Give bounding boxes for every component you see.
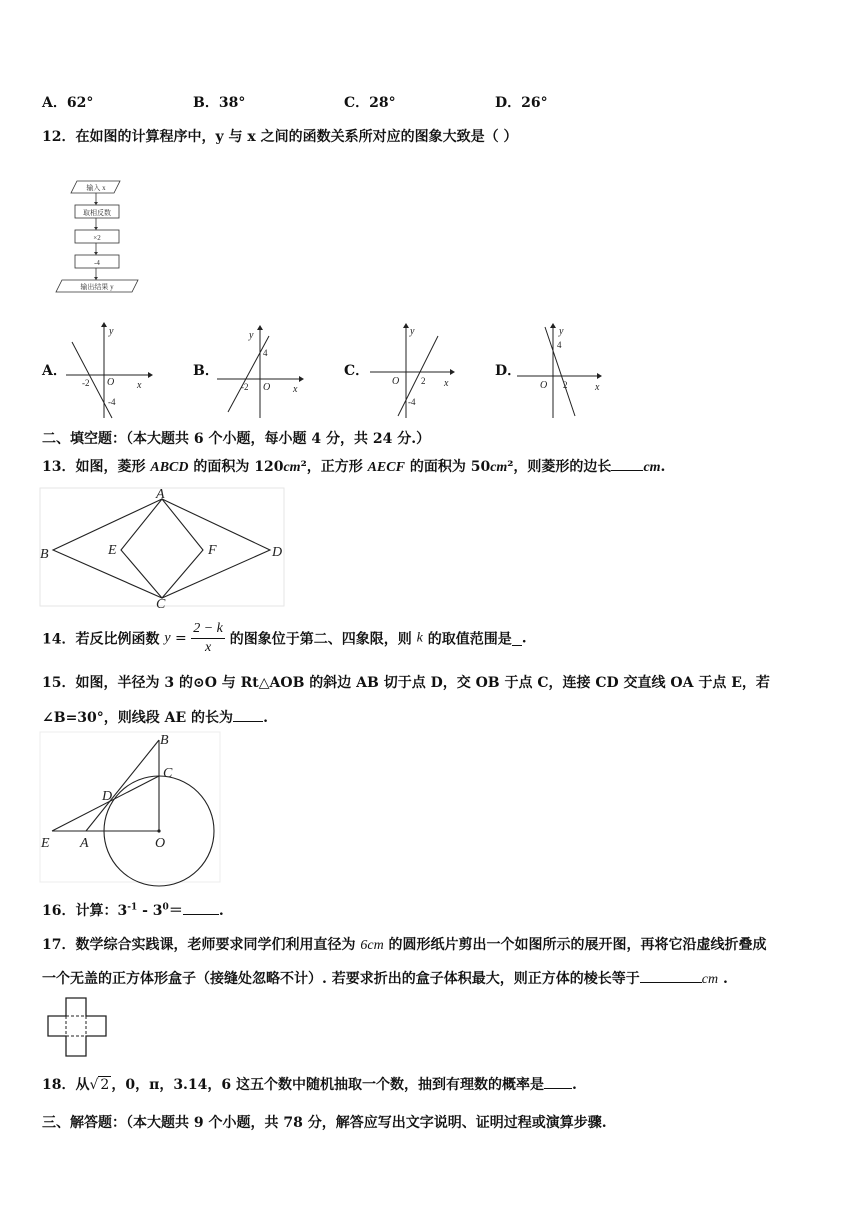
q14-answer-blank xyxy=(512,631,522,646)
svg-text:x: x xyxy=(293,384,298,395)
svg-text:2: 2 xyxy=(421,376,426,386)
section-3-heading: 三、解答题：（本大题共 9 个小题，共 78 分，解答应写出文字说明、证明过程或演算步骤. xyxy=(42,1115,607,1131)
graph-c xyxy=(368,322,463,422)
q12-option-d-label: D． xyxy=(495,363,522,379)
q17-line-2: 一个无盖的正方体形盒子（接缝处忽略不计）. 若要求折出的盒子体积最大，则正方体的棱长等于 cm . xyxy=(42,968,728,988)
svg-text:F: F xyxy=(208,543,217,558)
flow-input: 输入 x xyxy=(86,184,106,192)
q15-line-2: ∠B=30°，则线段 AE 的长为 . xyxy=(42,707,268,727)
flow-minus-4: -4 xyxy=(94,259,100,267)
q11-option-c: C．28° xyxy=(344,95,396,111)
section-2-heading: 二、填空题：（本大题共 6 个小题，每小题 4 分，共 24 分.） xyxy=(42,431,431,447)
svg-text:x: x xyxy=(595,382,600,393)
q11-option-a: A．62° xyxy=(42,95,94,111)
graph-d xyxy=(515,322,610,422)
svg-text:2: 2 xyxy=(563,380,568,390)
svg-text:D: D xyxy=(102,789,113,804)
graph-a xyxy=(62,322,157,422)
q16-answer-blank xyxy=(183,900,219,915)
svg-text:y: y xyxy=(559,326,564,337)
svg-text:y: y xyxy=(410,326,415,337)
sqrt-symbol: √ xyxy=(89,1077,99,1093)
svg-text:-4: -4 xyxy=(408,397,416,407)
q16-text: 16．计算：$3^{-1} - 3^0=$ . xyxy=(42,900,224,920)
svg-text:O: O xyxy=(392,376,400,387)
q14-fraction: $\frac{2 - k}{x}$ xyxy=(193,621,223,655)
q13-answer-blank xyxy=(611,456,643,471)
flow-output: 输出结果 y xyxy=(80,283,114,291)
q18-answer-blank xyxy=(544,1074,572,1089)
q12-option-c-label: C． xyxy=(344,363,370,379)
q12-option-b-label: B． xyxy=(193,363,219,379)
q11-option-d: D．26° xyxy=(495,95,548,111)
q12-text: 12．在如图的计算程序中，y 与 x 之间的函数关系所对应的图象大致是（ ） xyxy=(42,129,518,145)
svg-text:y: y xyxy=(109,326,114,337)
q15-answer-blank xyxy=(233,707,263,722)
q17-answer-blank xyxy=(640,968,702,983)
svg-text:x: x xyxy=(137,380,142,391)
svg-text:B: B xyxy=(160,733,169,748)
q15-circle-figure xyxy=(38,730,228,888)
q12-flowchart xyxy=(50,175,150,300)
svg-text:x: x xyxy=(444,378,449,389)
q17-cube-net xyxy=(44,994,114,1060)
svg-text:O: O xyxy=(263,382,271,393)
svg-text:C: C xyxy=(156,597,166,610)
svg-text:B: B xyxy=(40,547,49,562)
svg-text:A: A xyxy=(156,487,165,502)
svg-text:O: O xyxy=(107,377,115,388)
svg-text:E: E xyxy=(108,543,117,558)
q12-option-a-label: A． xyxy=(42,363,67,379)
flow-times-2: ×2 xyxy=(93,234,101,242)
svg-text:O: O xyxy=(155,836,166,851)
svg-text:4: 4 xyxy=(263,348,268,358)
q13-text: 13．如图，菱形 ABCD 的面积为 120cm²，正方形 AECF 的面积为 50cm²，则菱形的边长 cm. xyxy=(42,456,665,476)
flow-negate: 取相反数 xyxy=(83,209,111,217)
svg-text:4: 4 xyxy=(557,340,562,350)
svg-text:A: A xyxy=(80,836,89,851)
svg-text:O: O xyxy=(540,380,548,391)
svg-text:C: C xyxy=(163,766,173,781)
q13-rhombus-figure xyxy=(38,484,288,610)
svg-text:-2: -2 xyxy=(241,382,249,392)
svg-text:y: y xyxy=(249,330,254,341)
svg-text:-4: -4 xyxy=(108,397,116,407)
svg-text:E: E xyxy=(41,836,50,851)
svg-text:-2: -2 xyxy=(82,378,90,388)
svg-text:D: D xyxy=(272,545,283,560)
graph-b xyxy=(213,322,308,422)
q14-text: 14．若反比例函数 y = $\frac{2 - k}{x}$ 的图象位于第二、四象限，则 k 的取值范围是 . xyxy=(42,621,527,655)
q15-line-1: 15．如图，半径为 3 的⊙O 与 Rt△AOB 的斜边 AB 切于点 D，交 OB 于点 C，连接 CD 交直线 OA 于点 E，若 xyxy=(42,675,770,691)
q17-line-1: 17．数学综合实践课，老师要求同学们利用直径为 6cm 的圆形纸片剪出一个如图所示的展开图，再将它沿虚线折叠成 xyxy=(42,937,767,953)
q11-option-b: B．38° xyxy=(193,95,246,111)
q18-text: 18．从√ 2 ，0，π，3.14，6 这五个数中随机抽取一个数，抽到有理数的概率是 . xyxy=(42,1074,577,1094)
